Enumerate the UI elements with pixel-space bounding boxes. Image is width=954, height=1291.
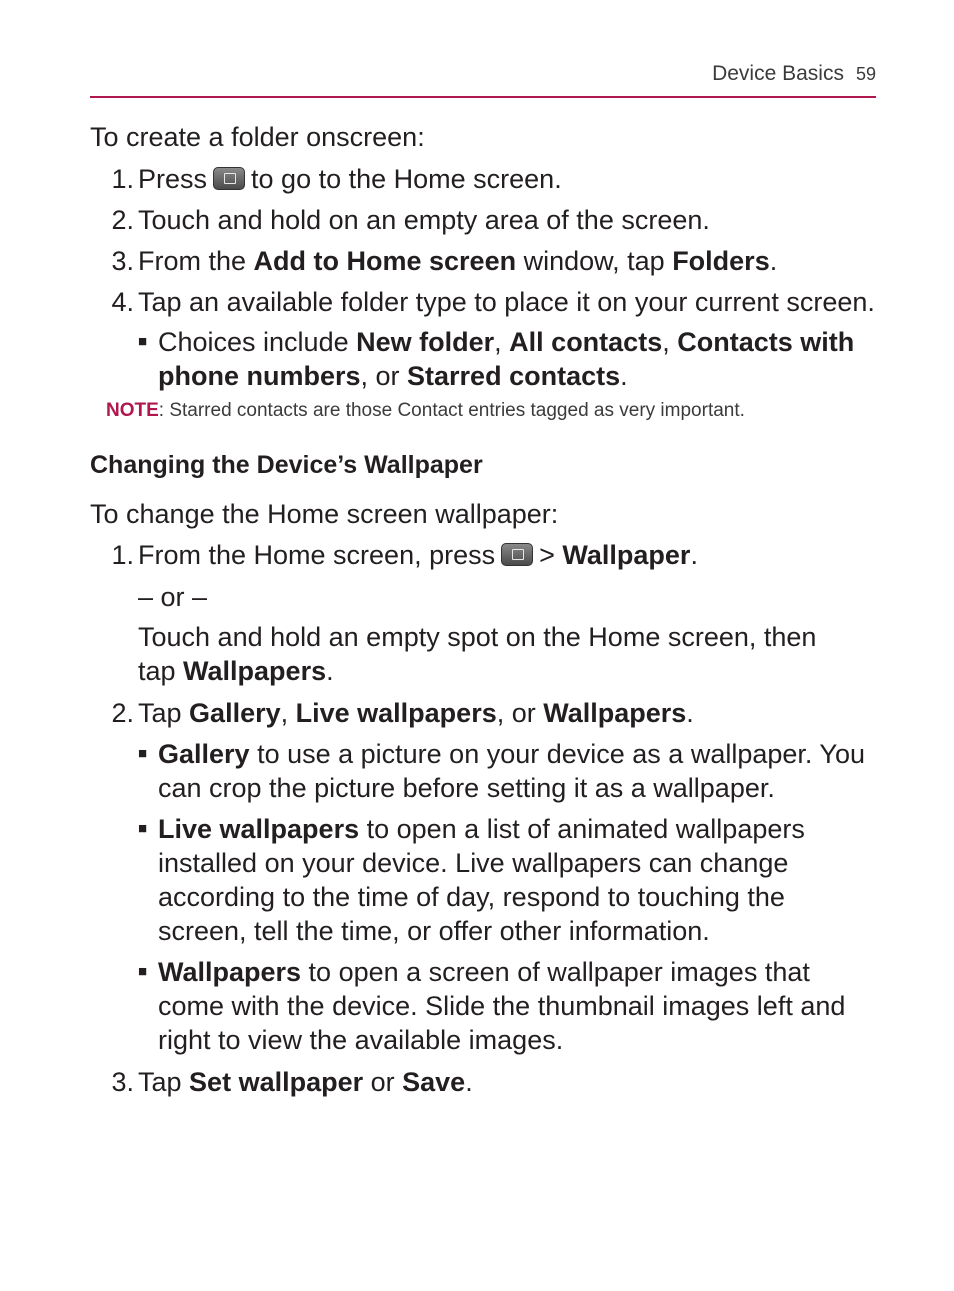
- folder-heading: To create a folder onscreen:: [90, 122, 425, 152]
- wallpaper-heading: To change the Home screen wallpaper:: [90, 499, 559, 529]
- section-title: Device Basics: [712, 62, 844, 85]
- gallery-bullet: ■ Gallery to use a picture on your device as a wallpaper. You can crop the picture before setting it as a wallpaper.: [138, 739, 865, 803]
- wallpaper-section-title: Changing the Device’s Wallpaper: [90, 451, 483, 479]
- folder-step-3: 3. From the Add to Home screen window, tap Folders.: [111, 246, 778, 276]
- menu-key-icon: [501, 543, 533, 566]
- note-text: : Starred contacts are those Contact entries tagged as very important.: [158, 400, 745, 421]
- header-rule: [90, 96, 876, 98]
- square-bullet-icon: ■: [138, 333, 148, 350]
- folder-choices-bullet: ■ Choices include New folder, All contacts, Contacts with phone numbers, or Starred contacts.: [138, 327, 855, 391]
- wallpaper-step-3: 3. Tap Set wallpaper or Save.: [111, 1067, 473, 1097]
- wallpaper-step-2: 2. Tap Gallery, Live wallpapers, or Wallpapers.: [111, 698, 694, 728]
- wallpaper-step-1: 1. From the Home screen, press > Wallpaper.: [111, 540, 698, 570]
- page-content: [90, 118, 890, 1099]
- live-wallpapers-bullet: ■ Live wallpapers to open a list of animated wallpapers installed on your device. Live wallpapers can change according to the time of day, respond to touching the screen, tell the time, or offer other information.: [138, 814, 805, 946]
- page-header: [712, 62, 876, 92]
- wallpapers-bullet: ■ Wallpapers to open a screen of wallpaper images that come with the device. Slide the thumbnail images left and right to view the available images.: [138, 957, 846, 1055]
- square-bullet-icon: ■: [138, 745, 148, 762]
- note: [106, 399, 890, 423]
- note-label: NOTE: [106, 400, 159, 421]
- page-number: 59: [855, 64, 876, 84]
- home-key-icon: [213, 167, 245, 190]
- square-bullet-icon: ■: [138, 963, 148, 980]
- alternate-instruction: Touch and hold an empty spot on the Home screen, then tap Wallpapers.: [138, 622, 817, 686]
- square-bullet-icon: ■: [138, 820, 148, 837]
- folder-step-2: 2. Touch and hold on an empty area of the screen.: [111, 205, 710, 235]
- or-separator: – or –: [138, 582, 208, 612]
- folder-step-4: 4. Tap an available folder type to place it on your current screen.: [111, 287, 875, 317]
- folder-step-1: 1. Press to go to the Home screen.: [111, 164, 562, 194]
